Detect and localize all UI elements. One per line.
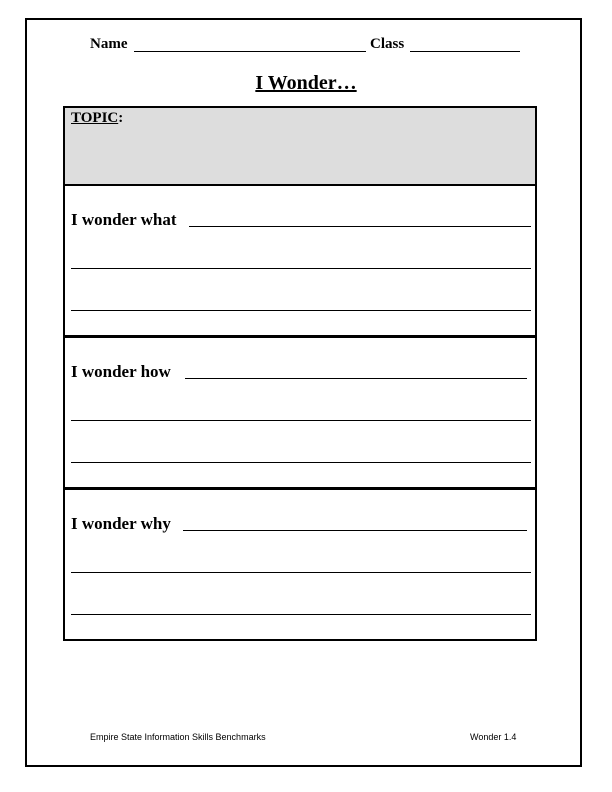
answer-line-why-1[interactable] [183,530,527,531]
question-box-how [63,336,537,489]
footer-source: Empire State Information Skills Benchmarks [90,732,266,742]
header-line [90,36,530,58]
name-field[interactable] [134,51,366,52]
topic-box[interactable] [63,106,537,186]
answer-line-what-1[interactable] [189,226,531,227]
answer-line-what-3[interactable] [71,310,531,311]
topic-label-colon: : [118,110,124,126]
answer-line-how-2[interactable] [71,420,531,421]
class-label: Class [370,36,405,52]
class-field[interactable] [410,51,520,52]
topic-label [71,110,123,127]
question-box-what [63,184,537,337]
question-prompt-what: I wonder what [71,210,177,229]
topic-label-text: TOPIC [71,110,119,126]
page-title: I Wonder… [255,72,357,94]
answer-line-how-1[interactable] [185,378,527,379]
footer-page-id: Wonder 1.4 [470,732,517,742]
question-prompt-how: I wonder how [71,362,171,381]
question-prompt-why: I wonder why [71,514,171,533]
name-label: Name [90,36,128,52]
answer-line-why-3[interactable] [71,614,531,615]
answer-line-why-2[interactable] [71,572,531,573]
answer-line-what-2[interactable] [71,268,531,269]
answer-line-how-3[interactable] [71,462,531,463]
question-box-why [63,488,537,641]
